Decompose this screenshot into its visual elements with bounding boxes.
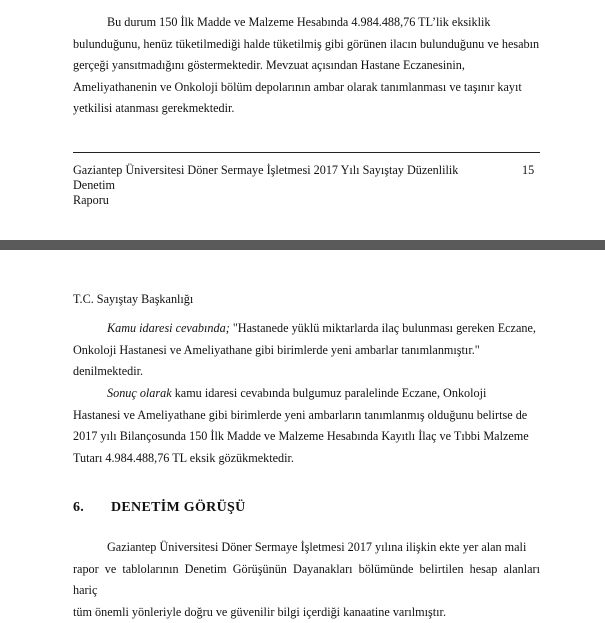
- report-page-15: [0, 0, 605, 240]
- page-separator: [0, 240, 605, 250]
- page-header: T.C. Sayıştay Başkanlığı: [73, 292, 194, 306]
- institution-response-paragraph: Kamu idaresi cevabında; "Hastanede yüklü miktarlarda ilaç bulunması gereken Eczane, Onkoloji Hastanesi ve Ameliyathane gibi birimlerde yeni ambarlar tanımlanmıştır." denilmektedir.: [73, 321, 536, 378]
- conclusion-paragraph: Sonuç olarak kamu idaresi cevabında bulgumuz paralelinde Eczane, Onkoloji Hastanesi ve Ameliyathane gibi birimlerde yeni ambarların tanımlanmış olduğunu belirtse de 2017 yılı Bilançosunda 150 İlk Madde ve Malzeme Hesabında Kayıtlı İlaç ve Tıbbi Malzeme Tutarı 4.984.488,76 TL eksik gözükmektedir.: [73, 386, 529, 465]
- audit-opinion-paragraph: Gaziantep Üniversitesi Döner Sermaye İşletmesi 2017 yılına ilişkin ekte yer alan mali rapor ve tablolarının Denetim Görüşünün Dayanakları bölümünde belirtilen hesap alanları hariç tüm önemli yönleriyle doğru ve güvenilir bilgi içerdiği kanaatine varılmıştır.: [73, 540, 540, 619]
- section-number: 6.: [73, 500, 85, 515]
- footer-rule: [73, 152, 540, 153]
- report-page-16: [0, 250, 605, 619]
- response-lead: Kamu idaresi cevabında;: [107, 321, 230, 335]
- section-title: DENETİM GÖRÜŞÜ: [111, 500, 246, 515]
- section-heading: [73, 500, 246, 516]
- conclusion-lead: Sonuç olarak: [107, 386, 172, 400]
- page-footer: Gaziantep Üniversitesi Döner Sermaye İşletmesi 2017 Yılı Sayıştay Düzenlilik Denetim Raporu: [73, 163, 459, 207]
- page-number: 15: [522, 163, 535, 177]
- inventory-shortage-paragraph: Bu durum 150 İlk Madde ve Malzeme Hesabında 4.984.488,76 TL’lik eksiklik bulunduğunu, henüz tüketilmediği halde tüketilmiş gibi görünen ilacın bulunduğunu ve hesabın gerçeği yansıtmadığını göstermektedir. Mevzuat açısından Hastane Eczanesinin, Ameliyathanenin ve Onkoloji bölüm depolarının ambar olarak tanımlanması ve taşınır kayıt yetkilisi atanması gerekmektedir.: [73, 15, 540, 115]
